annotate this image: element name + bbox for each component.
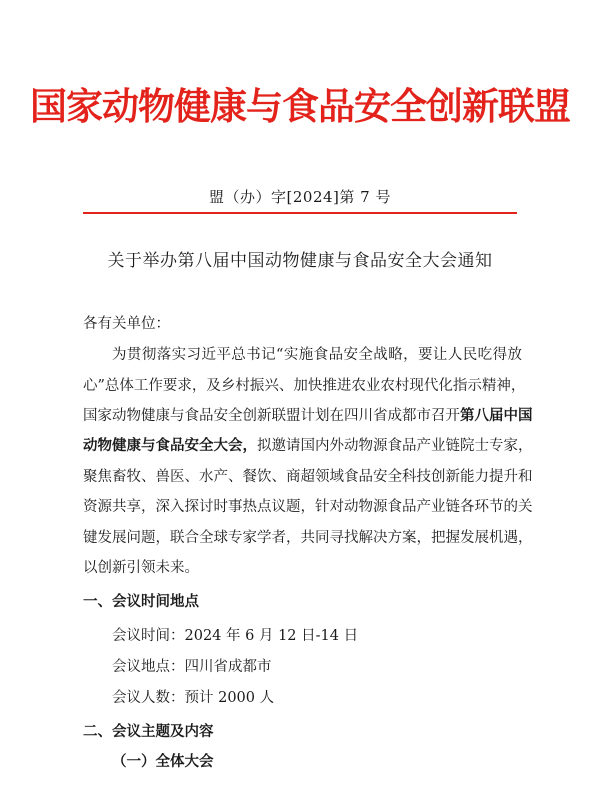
section-1-heading: 一、会议时间地点 bbox=[83, 594, 199, 610]
red-divider-line bbox=[83, 212, 517, 214]
body-line-4-text: 拟邀请国内外动物源食品产业链院士专家， bbox=[257, 438, 533, 454]
body-line-7: 键发展问题，联合全球专家学者，共同寻找解决方案，把握发展机遇， bbox=[83, 530, 533, 546]
meeting-place: 会议地点：四川省成都市 bbox=[112, 659, 272, 675]
body-line-1: 为贯彻落实习近平总书记“实施食品安全战略，要让人民吃得放 bbox=[112, 347, 522, 363]
document-number: 盟（办）字[2024]第 7 号 bbox=[209, 188, 391, 206]
section-2-heading: 二、会议主题及内容 bbox=[83, 724, 214, 740]
subsection-1-heading: （一）全体大会 bbox=[112, 754, 214, 770]
meeting-attendance: 会议人数：预计 2000 人 bbox=[112, 690, 275, 706]
body-line-3-text: 国家动物健康与食品安全创新联盟计划在四川省成都市召开 bbox=[83, 408, 460, 424]
body-line-4 bbox=[83, 436, 533, 456]
meeting-time: 会议时间：2024 年 6 月 12 日-14 日 bbox=[112, 628, 359, 644]
body-line-8: 以创新引领未来。 bbox=[83, 560, 199, 576]
conference-name-part-2: 动物健康与食品安全大会， bbox=[83, 438, 257, 454]
body-line-5: 聚焦畜牧、兽医、水产、餐饮、商超领域食品安全科技创新能力提升和 bbox=[83, 469, 533, 485]
salutation: 各有关单位： bbox=[83, 316, 170, 332]
conference-name-part-1: 第八届中国 bbox=[460, 408, 533, 424]
notice-title: 关于举办第八届中国动物健康与食品安全大会通知 bbox=[107, 251, 493, 271]
body-line-2: 心”总体工作要求，及乡村振兴、加快推进农业农村现代化指示精神， bbox=[83, 378, 526, 394]
org-title: 国家动物健康与食品安全创新联盟 bbox=[30, 85, 570, 128]
body-line-6: 资源共享，深入探讨时事热点议题，针对动物源食品产业链各环节的关 bbox=[83, 499, 533, 515]
body-line-3 bbox=[83, 406, 533, 426]
